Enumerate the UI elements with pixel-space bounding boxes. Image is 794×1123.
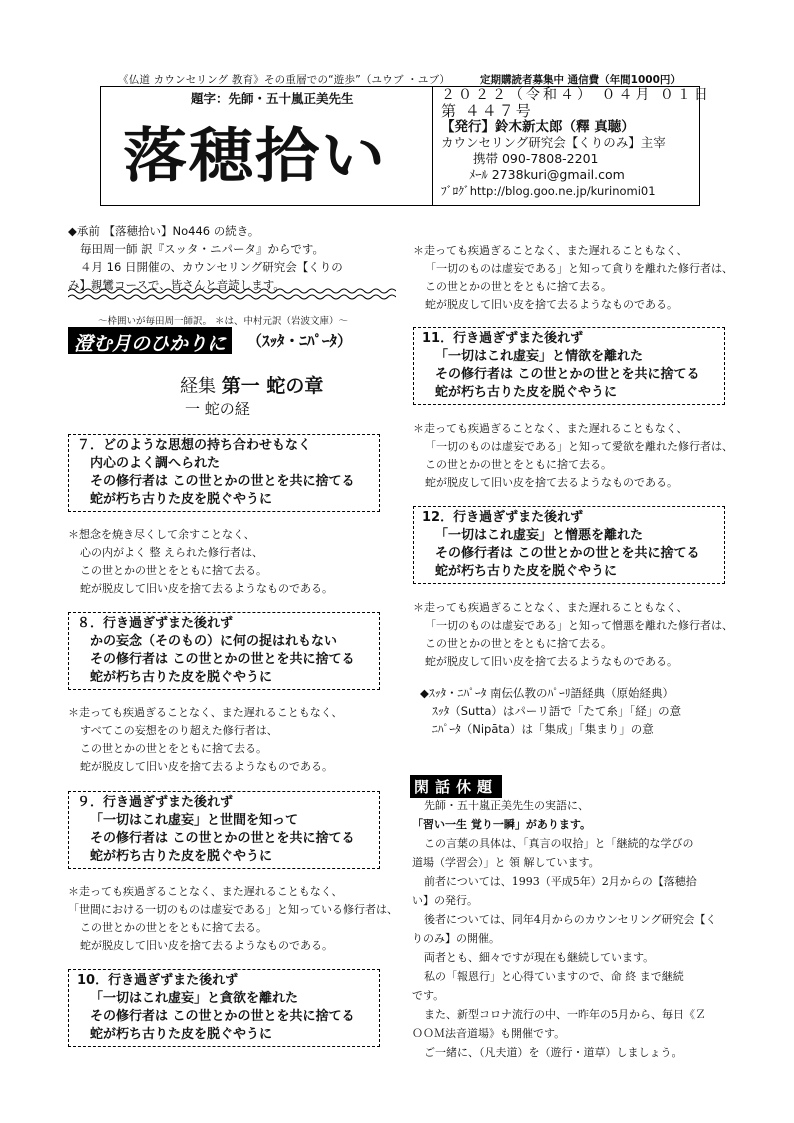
free-talk-line: 私の「報恩行」と心得ていますので、命 終 まで継続 [424, 970, 684, 983]
gloss-line: 蛇が脱皮して旧い皮を捨て去るようなものである。 [80, 582, 333, 595]
calligrapher-credit: 題字：先師・五十嵐正美先生 [191, 91, 354, 106]
gloss-line: ＊走っても疾過ぎることなく、また遅れることもなく、 [68, 706, 343, 719]
verse-line: ７．どのような思想の持ち合わせもなく [77, 438, 312, 453]
wave-divider [68, 287, 396, 301]
free-talk-line: 後者については、同年4月からのカウンセリング研究会【く [424, 913, 717, 926]
verse-box-7 [68, 434, 380, 512]
sutta-heading: 一 蛇の経 [185, 400, 250, 418]
verse-line: 内心のよく調へられた [90, 456, 221, 471]
gloss-line: ＊走っても疾過ぎることなく、また遅れることもなく、 [68, 885, 343, 898]
free-talk-line: です。 [412, 989, 445, 1002]
verse-line: その修行者は この世とかの世とを共に捨てる [90, 652, 355, 667]
verse-line: その修行者は この世とかの世とを共に捨てる [435, 546, 700, 561]
free-talk-line: 先師・五十嵐正美先生の実語に、 [424, 799, 589, 812]
newsletter-logo: 落穂拾い [123, 121, 387, 191]
gloss-line: 蛇が脱皮して旧い皮を捨て去るようなものである。 [425, 476, 678, 489]
verse-line: かの妄念（そのもの）に何の捉はれもない [90, 634, 338, 649]
gloss-9 [68, 883, 398, 955]
verse-line: その修行者は この世とかの世とを共に捨てる [90, 831, 355, 846]
verse-box-8 [68, 612, 380, 690]
free-talk-body [412, 796, 717, 1062]
verse-line: ９．行き過ぎずまた後れず [77, 795, 234, 810]
free-talk-line: ＯＯＭ法音道場》も開催です。 [412, 1027, 566, 1040]
gloss-12 [413, 599, 733, 671]
gloss-line: 「世間における一切のものは虚妄である」と知っている修行者は、 [68, 903, 398, 916]
verse-line: その修行者は この世とかの世とを共に捨てる [90, 474, 355, 489]
intro [68, 222, 398, 294]
gloss-line: 蛇が脱皮して旧い皮を捨て去るようなものである。 [425, 655, 678, 668]
gloss-line: 「一切のものは虚妄である」と知って憎悪を離れた修行者は、 [425, 619, 733, 632]
gloss-line: すべてこの妄想をのり超えた修行者は、 [80, 724, 278, 737]
free-talk-line: この言葉の具体は、「真言の収拾」と「継続的な学びの [424, 837, 694, 850]
note-line: ｽｯﾀ（Sutta）はパーリ語で「たて糸」「経」の意 [432, 704, 682, 718]
phone: 携帯 090-7808-2201 [473, 151, 599, 166]
source-note: ～枠囲いが毎田周一師訳。 ＊は、中村元訳（岩波文庫）～ [98, 316, 349, 327]
intro-line: ◆承前 【落穂拾い】No446 の続き。 [68, 224, 260, 238]
verse-line: 10．行き過ぎずまた後れず [77, 973, 239, 988]
verse-line: 蛇が朽ち古りた皮を脱ぐやうに [90, 1027, 273, 1042]
free-talk-line: い】の発行。 [412, 894, 478, 907]
verse-line: 12．行き過ぎずまた後れず [422, 510, 584, 525]
free-talk-line: 道場（学習会）」と 領 解しています。 [412, 856, 600, 869]
gloss-line: 心の内がよく 整 えられた修行者は、 [80, 546, 263, 559]
verse-line: 「一切はこれ虚妄」と憎悪を離れた [435, 528, 644, 543]
gloss-line: 蛇が脱皮して旧い皮を捨て去るようなものである。 [425, 298, 678, 311]
blog-url: ﾌﾞﾛｸﾞhttp://blog.goo.ne.jp/kurinomi01 [441, 184, 656, 198]
verse-line: 「一切はこれ虚妄」と貪欲を離れた [90, 991, 299, 1006]
verse-box-12 [413, 506, 725, 584]
section-title: 澄む月のひかりに [68, 327, 232, 354]
intro-line: ４月 16 日開催の、カウンセリング研究会【くりの [80, 260, 343, 274]
intro-line: み】親鸞コースで、皆さんと音読します。 [68, 278, 285, 292]
gloss-line: この世とかの世とをともに捨て去る。 [80, 921, 267, 934]
note-line: ◆ｽｯﾀ・ﾆﾊﾟｰﾀ 南伝仏教のﾊﾟｰﾘ語経典（原始経典） [420, 686, 674, 700]
header-tagline: 《仏道 カウンセリング 教育》その重層での“遊歩”（ユウブ ・ユブ） [118, 74, 451, 86]
gloss-line: ＊走っても疾過ぎることなく、また遅れることもなく、 [413, 422, 688, 435]
free-talk-line: ご一緒に、（凡夫道）を（遊行・道草）しましょう。 [424, 1046, 683, 1059]
organization: カウンセリング研究会【くりのみ】主宰 [441, 135, 666, 150]
gloss-line: この世とかの世とをともに捨て去る。 [80, 564, 267, 577]
issue-date: ２０２２（令和４） ０４月 ０１日 [441, 87, 711, 103]
verse-line: 蛇が朽ち古りた皮を脱ぐやうに [90, 670, 273, 685]
email: ﾒｰﾙ 2738kuri@gmail.com [469, 167, 625, 182]
free-talk-line: 両者とも、細々ですが現在も継続しています。 [424, 951, 655, 964]
gloss-line: この世とかの世とをともに捨て去る。 [425, 280, 612, 293]
gloss-11 [413, 420, 733, 492]
verse-line: 「一切はこれ虚妄」と情欲を離れた [435, 349, 644, 364]
verse-line: 蛇が朽ち古りた皮を脱ぐやうに [435, 564, 618, 579]
verse-box-11 [413, 327, 725, 405]
subscription-notice: 定期購読者募集中 通信費（年間1000円） [480, 74, 681, 86]
gloss-line: 「一切のものは虚妄である」と知って貪りを離れた修行者は、 [425, 262, 733, 275]
gloss-line: ＊走っても疾過ぎることなく、また遅れることもなく、 [413, 244, 688, 257]
free-talk-line: りのみ】の開催。 [412, 932, 500, 945]
section-title-suffix: （ｽｯﾀ・ﾆﾊﾟｰﾀ） [247, 332, 353, 350]
gloss-line: ＊想念を焼き尽くして余すことなく、 [68, 528, 255, 541]
verse-line: 「一切はこれ虚妄」と世間を知って [90, 813, 299, 828]
gloss-line: この世とかの世とをともに捨て去る。 [425, 458, 612, 471]
free-talk-line: 前者については、1993（平成5年）2月からの【落穂拾 [424, 875, 697, 888]
gloss-line: この世とかの世とをともに捨て去る。 [425, 637, 612, 650]
gloss-line: 蛇が脱皮して旧い皮を捨て去るようなものである。 [80, 939, 333, 952]
gloss-line: この世とかの世とをともに捨て去る。 [80, 742, 267, 755]
note-line: ﾆﾊﾟｰﾀ（Nipāta）は「集成」「集まり」の意 [432, 722, 654, 736]
masthead-info-panel [441, 87, 711, 205]
gloss-10 [413, 242, 733, 314]
verse-line: 蛇が朽ち古りた皮を脱ぐやうに [90, 849, 273, 864]
chapter-main: 第一 蛇の章 [221, 375, 324, 397]
verse-line: その修行者は この世とかの世とを共に捨てる [435, 367, 700, 382]
masthead [100, 86, 711, 206]
issue-number: 第 ４４７号 [441, 102, 533, 120]
intro-line: 毎田周一師 訳『スッタ・ニパータ』からです。 [80, 242, 325, 256]
gloss-line: 蛇が脱皮して旧い皮を捨て去るようなものである。 [80, 760, 333, 773]
chapter-heading [180, 371, 323, 398]
chapter-prefix: 経集 [180, 376, 216, 397]
gloss-7 [68, 526, 333, 598]
verse-box-9 [68, 791, 380, 869]
verse-line: ８．行き過ぎずまた後れず [77, 616, 234, 631]
free-talk-line: また、新型コロナ流行の中、一昨年の5月から、毎日《Ｚ [424, 1008, 706, 1021]
masthead-title-panel [101, 87, 433, 205]
publisher: 【発行】鈴木新太郎（釋 真聴） [441, 119, 635, 135]
free-talk-line: 「習い一生 覚り一瞬」があります。 [412, 818, 591, 831]
verse-line: その修行者は この世とかの世とを共に捨てる [90, 1009, 355, 1024]
verse-line: 蛇が朽ち古りた皮を脱ぐやうに [90, 492, 273, 507]
gloss-8 [68, 704, 343, 776]
glossary-note [420, 684, 730, 738]
gloss-line: 「一切のものは虚妄である」と知って愛欲を離れた修行者は、 [425, 440, 733, 453]
verse-line: 11．行き過ぎずまた後れず [422, 331, 584, 346]
verse-box-10 [68, 969, 380, 1047]
verse-line: 蛇が朽ち古りた皮を脱ぐやうに [435, 385, 618, 400]
gloss-line: ＊走っても疾過ぎることなく、また遅れることもなく、 [413, 601, 688, 614]
free-talk-heading: 閑話休題 [410, 775, 502, 798]
